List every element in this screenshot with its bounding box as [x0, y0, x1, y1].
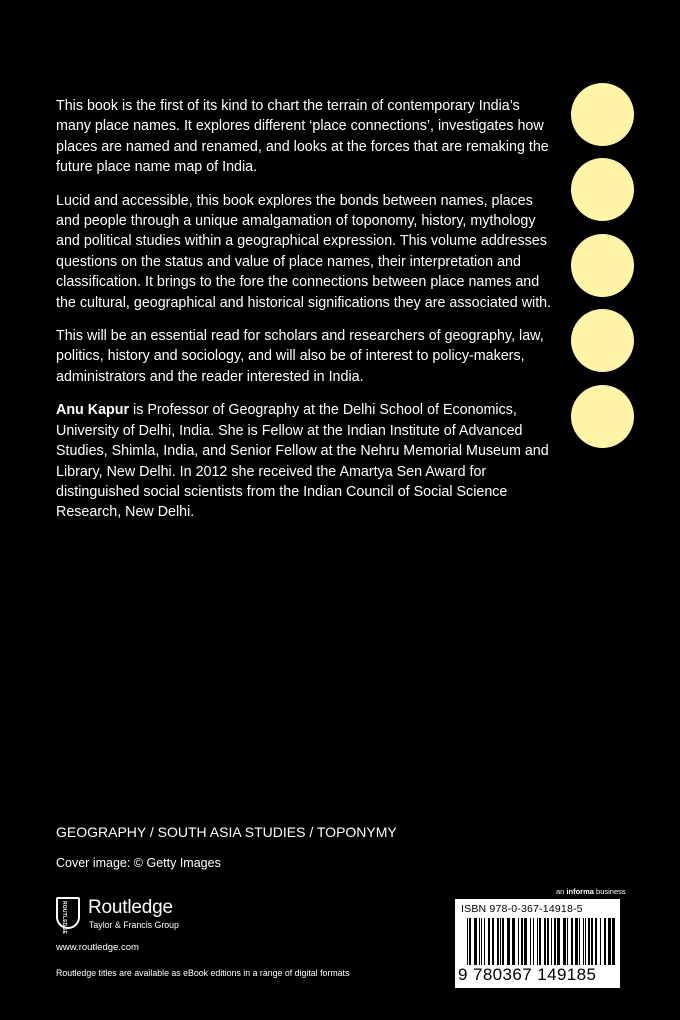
barcode-bar: [571, 918, 573, 965]
author-bio: [56, 400, 556, 522]
barcode-bar: [604, 918, 606, 965]
barcode-bar: [507, 918, 510, 965]
barcode-bar: [521, 918, 523, 965]
informa-brand: informa: [566, 887, 594, 896]
barcode-bar: [612, 918, 615, 965]
barcode-bar: [563, 918, 566, 965]
isbn-label: ISBN 978-0-367-14918-5: [461, 903, 583, 915]
barcode-bar: [512, 918, 515, 965]
barcode-bar: [591, 918, 593, 965]
barcode-bar: [588, 918, 590, 965]
barcode-bar: [479, 918, 480, 965]
barcode-bars: [467, 918, 615, 965]
barcode-bar: [484, 918, 485, 965]
ebook-note: Routledge titles are available as eBook editions in a range of digital formats: [56, 968, 350, 978]
cover-image-credit: Cover image: © Getty Images: [56, 856, 221, 870]
barcode-bar: [537, 918, 538, 965]
barcode-bar: [518, 918, 519, 965]
barcode-bar: [524, 918, 527, 965]
blurb-paragraph-3: This will be an essential read for scholars and researchers of geography, law, politics, history and sociology, and will also be of interest to policy-makers, administrators and the reader interested in India.: [56, 328, 544, 385]
informa-suffix: business: [593, 887, 626, 896]
barcode-bar: [567, 918, 568, 965]
barcode-bar: [554, 918, 556, 965]
barcode-bar: [557, 918, 560, 965]
barcode-bar: [585, 918, 586, 965]
barcode-bar: [579, 918, 580, 965]
barcode-bar: [595, 918, 597, 965]
barcode-bar: [469, 918, 471, 965]
author-name: Anu Kapur: [56, 402, 130, 419]
routledge-shield-icon: [56, 897, 80, 935]
barcode-bar: [467, 918, 468, 965]
decorative-dot: [571, 158, 634, 221]
decorative-dots: [571, 83, 634, 460]
decorative-dot: [571, 309, 634, 372]
barcode-bar: [575, 918, 578, 965]
publisher-website: www.routledge.com: [56, 942, 139, 953]
barcode-bar: [530, 918, 531, 965]
blurb-paragraph-1: This book is the first of its kind to chart the terrain of contemporary India’s many place names. It explores different ‘place connections’, investigates how places are named and renamed, and looks at the forces that are remaking the future place name map of India.: [56, 98, 549, 176]
barcode-bar: [474, 918, 477, 965]
publisher-name: Routledge: [88, 897, 173, 918]
routledge-logo: [56, 897, 226, 937]
shield-text: ROUTLEDGE: [61, 901, 67, 935]
back-cover-blurb: [56, 96, 556, 536]
barcode-bar: [481, 918, 482, 965]
decorative-dot: [571, 234, 634, 297]
barcode-bar: [544, 918, 546, 965]
barcode-bar: [551, 918, 552, 965]
barcode-bar: [488, 918, 490, 965]
barcode-bar: [600, 918, 601, 965]
barcode-bar: [583, 918, 584, 965]
barcode-bar: [608, 918, 611, 965]
decorative-dot: [571, 385, 634, 448]
blurb-paragraph-2: Lucid and accessible, this book explores the bonds between names, places and people through a unique amalgamation of toponomy, history, mythology and political studies within a geographical expression. This volume addresses questions on the status and value of place names, their interpretation and classification. It brings to the fore the connections between place names and the cultural, geographical and historical significations they are associated with.: [56, 192, 552, 311]
barcode-bar: [497, 918, 499, 965]
informa-prefix: an: [556, 887, 567, 896]
barcode-bar: [533, 918, 534, 965]
isbn-barcode: [455, 899, 620, 988]
isbn-digits: 9 780367 149185: [458, 965, 597, 984]
subject-categories: GEOGRAPHY / SOUTH ASIA STUDIES / TOPONYMY: [56, 824, 397, 840]
decorative-dot: [571, 83, 634, 146]
informa-tagline: [556, 887, 626, 896]
barcode-bar: [547, 918, 549, 965]
barcode-bar: [500, 918, 501, 965]
author-bio-text: is Professor of Geography at the Delhi School of Economics, University of Delhi, India. She is Fellow at the Indian Institute of Advanced Studies, Shimla, India, and Senior Fellow at the Nehru Memorial Museum and Library, New Delhi. In 2012 she received the Amartya Sen Award for distinguished social scientists from the Indian Council of Social Science Research, New Delhi.: [56, 402, 549, 521]
barcode-bar: [492, 918, 494, 965]
barcode-bar: [539, 918, 541, 965]
publisher-group: Taylor & Francis Group: [89, 920, 179, 930]
barcode-bar: [502, 918, 504, 965]
